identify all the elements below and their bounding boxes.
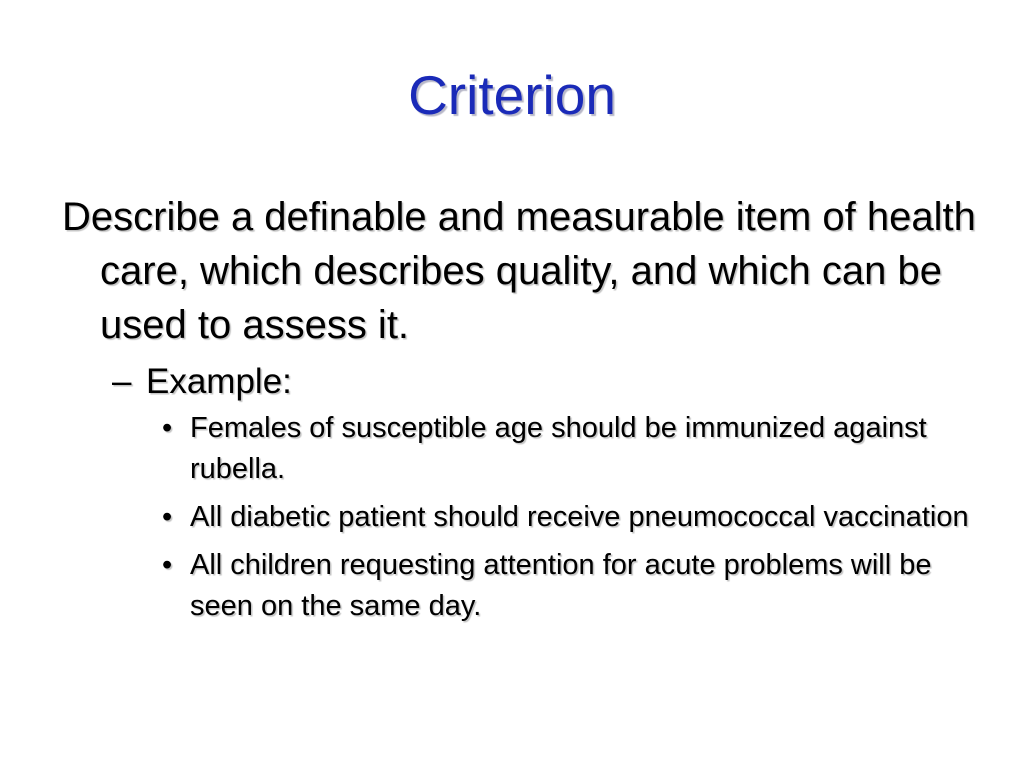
list-item bbox=[162, 545, 982, 627]
bullet-icon: • bbox=[162, 501, 173, 533]
example-list bbox=[162, 408, 982, 627]
bullet-icon: • bbox=[162, 412, 173, 444]
example-text: Females of susceptible age should be immunized against rubella. bbox=[190, 412, 927, 485]
slide-body bbox=[62, 190, 982, 634]
example-text: All diabetic patient should receive pneumococcal vaccination bbox=[190, 501, 969, 533]
sub-point-label: Example: bbox=[146, 362, 292, 401]
list-item bbox=[162, 497, 982, 538]
example-text: All children requesting attention for acute problems will be seen on the same day. bbox=[190, 549, 932, 622]
slide-title: Criterion bbox=[408, 64, 616, 126]
bullet-icon: • bbox=[162, 549, 173, 581]
main-point: Describe a definable and measurable item of health care, which describes quality, and which can be used to assess it. bbox=[62, 195, 976, 347]
dash-bullet: – bbox=[112, 362, 132, 401]
sub-point bbox=[112, 360, 982, 404]
list-item bbox=[162, 408, 982, 490]
